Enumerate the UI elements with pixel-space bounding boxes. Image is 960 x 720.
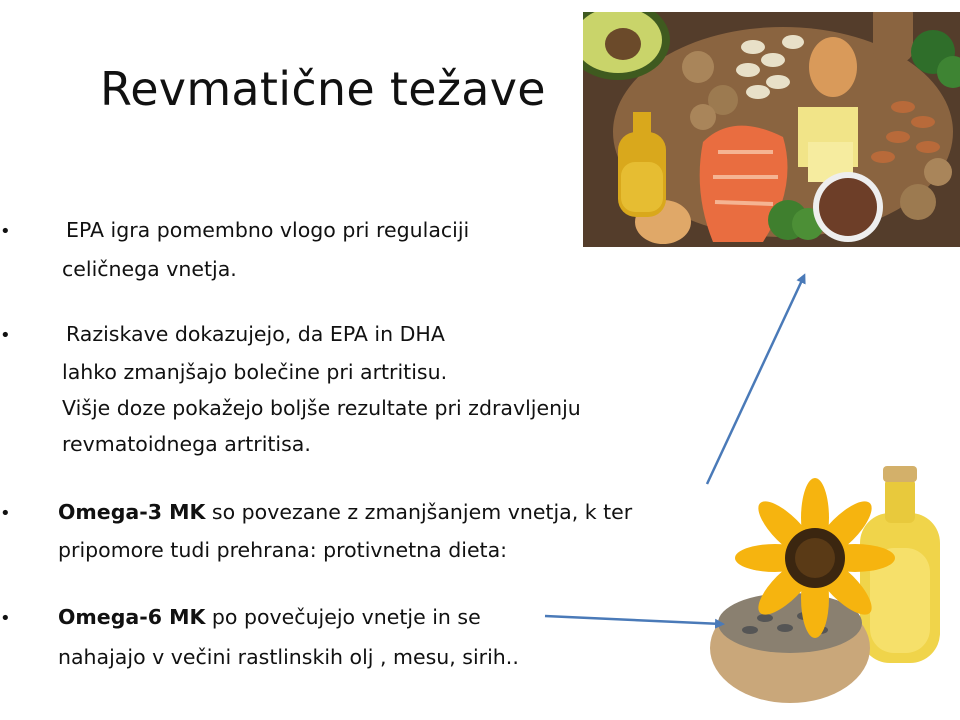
bullet-1-line-2: celičnega vnetja.	[62, 257, 237, 281]
bullet-2-line-1: Raziskave dokazujejo, da EPA in DHA	[66, 322, 445, 346]
bullet-marker-2: •	[0, 325, 11, 346]
omega6-label: Omega-6 MK	[58, 605, 206, 629]
bullet-marker-4: •	[0, 608, 11, 629]
slide-title: Revmatične težave	[100, 62, 546, 116]
bullet-3-line-1-text: so povezane z zmanjšanjem vnetja, k ter	[205, 500, 633, 524]
bullet-2-line-2: lahko zmanjšajo bolečine pri artritisu.	[62, 360, 448, 384]
bullet-2-line-3: Višje doze pokažejo boljše rezultate pri zdravljenju	[62, 396, 581, 420]
bullet-4-line-2: nahajajo v večini rastlinskih olj , mesu, sirih..	[58, 645, 519, 669]
bullet-1-line-1: EPA igra pomembno vlogo pri regulaciji	[66, 218, 470, 242]
bullet-marker-1: •	[0, 221, 11, 242]
omega3-label: Omega-3 MK	[58, 500, 206, 524]
bullet-marker-3: •	[0, 503, 11, 524]
bullet-2-line-4: revmatoidnega artritisa.	[62, 432, 311, 456]
bullet-4-line-1-text: po povečujejo vnetje in se	[205, 605, 481, 629]
arrow-to-omega3-photo	[707, 276, 804, 484]
arrow-to-omega6-photo	[545, 616, 722, 624]
bullet-3-line-2: pripomore tudi prehrana: protivnetna dieta:	[58, 538, 508, 562]
